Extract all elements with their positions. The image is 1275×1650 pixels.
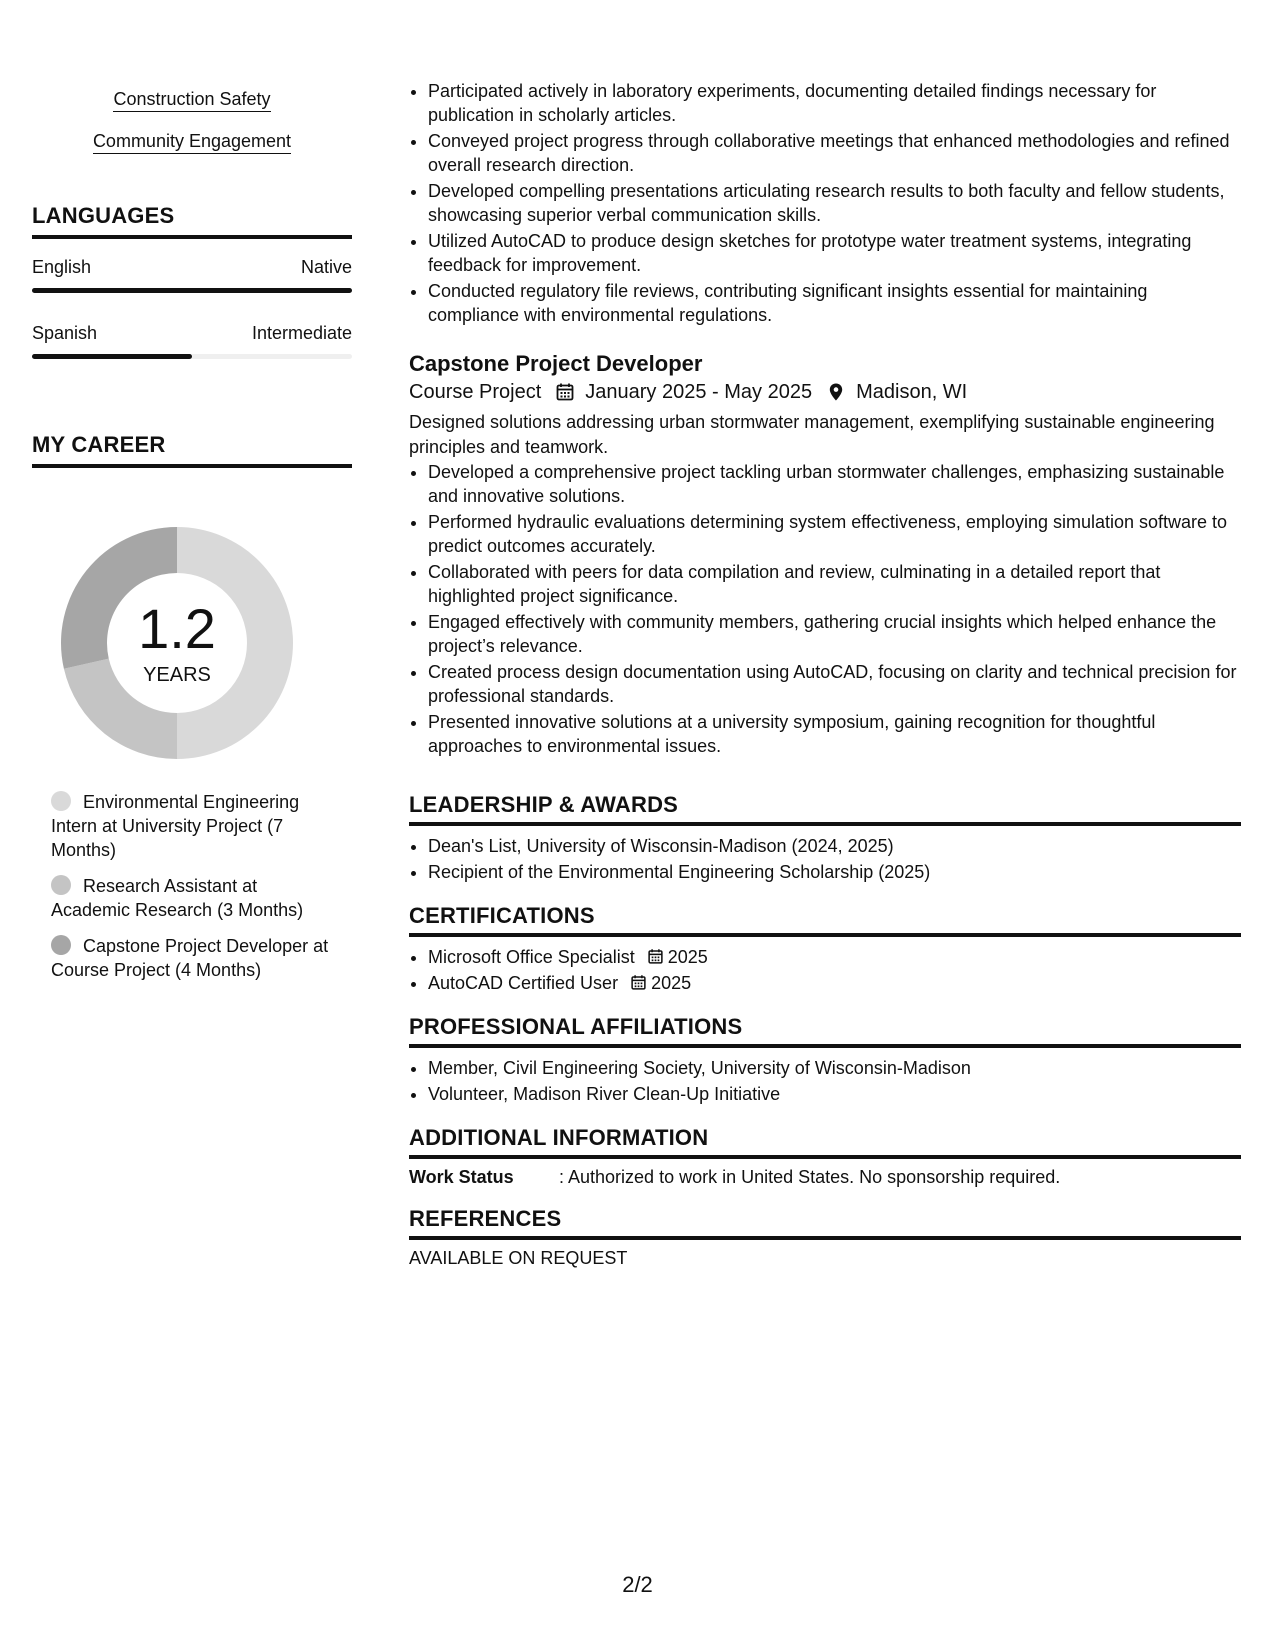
section-heading: PROFESSIONAL AFFILIATIONS bbox=[409, 1014, 1241, 1048]
career-donut-chart bbox=[54, 520, 300, 766]
additional-info-section bbox=[409, 1125, 1241, 1189]
list-item: • Utilized AutoCAD to produce design sketches for prototype water treatment systems, integrating feedback for improvement. bbox=[428, 229, 1241, 277]
legend-dot-icon bbox=[51, 791, 71, 811]
list-item: • Developed a comprehensive project tackling urban stormwater challenges, emphasizing sustainable and innovative solutions. bbox=[428, 460, 1241, 508]
section-heading: REFERENCES bbox=[409, 1206, 1241, 1240]
list-item: • Member, Civil Engineering Society, University of Wisconsin-Madison bbox=[428, 1056, 1241, 1080]
language-level: Native bbox=[300, 257, 352, 277]
job-company: Course Project bbox=[409, 381, 542, 403]
work-status-label: Work Status bbox=[409, 1167, 514, 1187]
job-description: Designed solutions addressing urban stormwater management, exemplifying sustainable engineering principles and teamwork. bbox=[409, 412, 1215, 457]
language-item bbox=[32, 322, 352, 359]
previous-job-bullets bbox=[409, 79, 1241, 329]
list-item: • Recipient of the Environmental Engineering Scholarship (2025) bbox=[428, 860, 1241, 884]
list-item: • Developed compelling presentations articulating research results to both faculty and fellow students, showcasing superior verbal communication skills. bbox=[428, 179, 1241, 227]
job-entry bbox=[409, 350, 1241, 760]
affiliations-section bbox=[409, 1014, 1241, 1108]
job-title: Capstone Project Developer bbox=[409, 351, 703, 376]
skill-tag: Community Engagement bbox=[32, 130, 352, 152]
location-pin-icon bbox=[826, 382, 846, 402]
list-item: • Created process design documentation using AutoCAD, focusing on clarity and technical precision for professional standards. bbox=[428, 660, 1241, 708]
work-status bbox=[409, 1165, 1241, 1189]
language-name: English bbox=[32, 257, 92, 277]
language-level: Intermediate bbox=[251, 323, 352, 343]
job-location: Madison, WI bbox=[856, 381, 968, 403]
list-item: • Conveyed project progress through collaborative meetings that enhanced methodologies and refined overall research direction. bbox=[428, 129, 1241, 177]
leadership-section bbox=[409, 792, 1241, 886]
career-legend-item: Environmental Engineering Intern at University Project (7 Months) bbox=[51, 792, 300, 860]
career-total: 1.2 bbox=[138, 597, 216, 660]
section-heading: LEADERSHIP & AWARDS bbox=[409, 792, 1241, 826]
language-level-bar bbox=[32, 354, 352, 359]
language-item bbox=[32, 256, 352, 293]
page-number: 2/2 bbox=[622, 1572, 653, 1597]
languages-heading: LANGUAGES bbox=[32, 203, 352, 239]
list-item: • Volunteer, Madison River Clean-Up Initiative bbox=[428, 1082, 1241, 1106]
career-legend-item: Research Assistant at Academic Research (3 Months) bbox=[51, 876, 304, 920]
list-item: • AutoCAD Certified User 2025 bbox=[428, 971, 1241, 995]
job-dates: January 2025 - May 2025 bbox=[585, 381, 813, 403]
references-text: AVAILABLE ON REQUEST bbox=[409, 1248, 628, 1268]
list-item: • Engaged effectively with community members, gathering crucial insights which helped enhance the project’s relevance. bbox=[428, 610, 1241, 658]
legend-dot-icon bbox=[51, 935, 71, 955]
list-item: • Performed hydraulic evaluations determining system effectiveness, employing simulation software to predict outcomes accurately. bbox=[428, 510, 1241, 558]
list-item: • Participated actively in laboratory experiments, documenting detailed findings necessary for publication in scholarly articles. bbox=[428, 79, 1241, 127]
list-item: • Collaborated with peers for data compilation and review, culminating in a detailed report that highlighted project significance. bbox=[428, 560, 1241, 608]
career-legend-item: Capstone Project Developer at Course Project (4 Months) bbox=[51, 936, 329, 980]
skill-tag: Construction Safety bbox=[32, 88, 352, 110]
references-section bbox=[409, 1206, 1241, 1270]
legend-dot-icon bbox=[51, 875, 71, 895]
list-item: • Microsoft Office Specialist 2025 bbox=[428, 945, 1241, 969]
list-item: • Conducted regulatory file reviews, contributing significant insights essential for maintaining compliance with environmental regulations. bbox=[428, 279, 1241, 327]
calendar-icon bbox=[555, 382, 575, 402]
career-unit: YEARS bbox=[143, 664, 211, 686]
language-name: Spanish bbox=[32, 323, 98, 343]
calendar-icon bbox=[630, 974, 647, 991]
section-heading: ADDITIONAL INFORMATION bbox=[409, 1125, 1241, 1159]
job-meta bbox=[409, 378, 1241, 406]
section-heading: CERTIFICATIONS bbox=[409, 903, 1241, 937]
work-status-value: : Authorized to work in United States. No sponsorship required. bbox=[559, 1167, 1061, 1187]
list-item: • Presented innovative solutions at a university symposium, gaining recognition for thoughtful approaches to environmental issues. bbox=[428, 710, 1241, 758]
calendar-icon bbox=[647, 948, 664, 965]
language-level-bar bbox=[32, 288, 352, 293]
list-item: • Dean's List, University of Wisconsin-Madison (2024, 2025) bbox=[428, 834, 1241, 858]
career-heading: MY CAREER bbox=[32, 432, 352, 468]
certifications-section bbox=[409, 903, 1241, 997]
career-legend bbox=[51, 790, 331, 994]
